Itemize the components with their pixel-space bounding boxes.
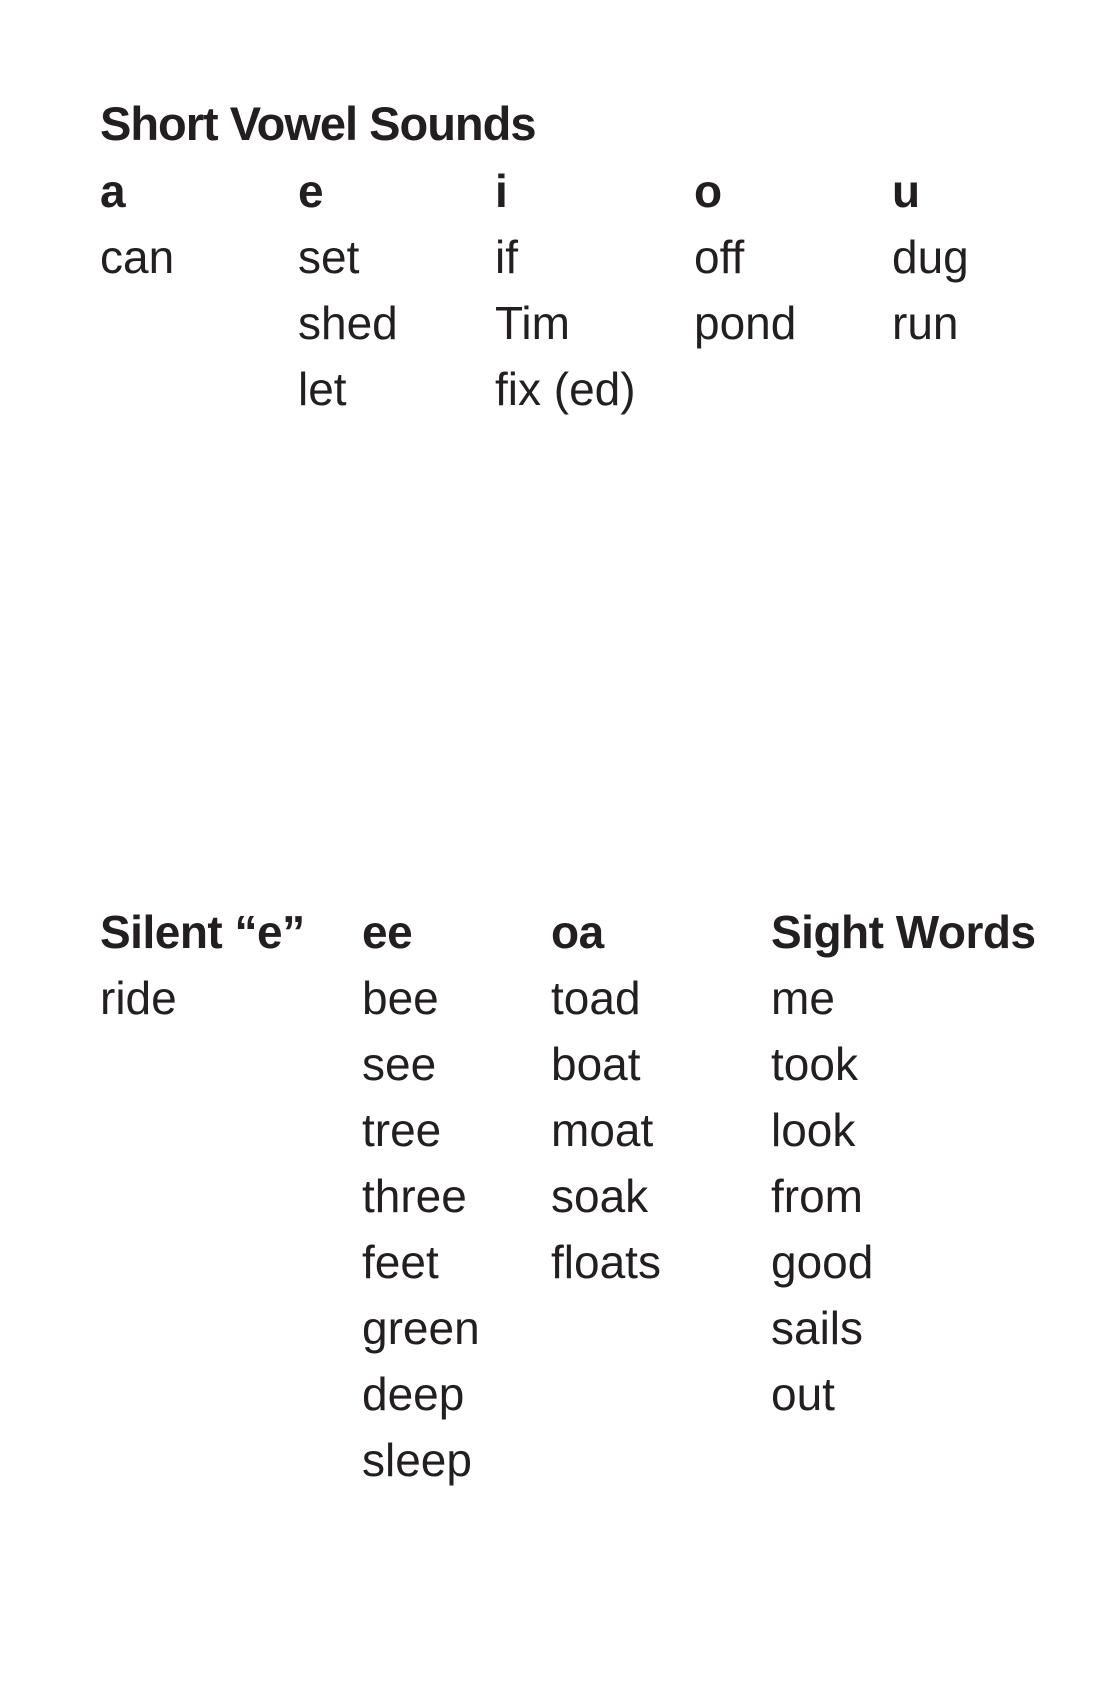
word: set xyxy=(298,231,360,283)
word: floats xyxy=(551,1236,661,1288)
word: shed xyxy=(298,297,398,349)
column-header: i xyxy=(495,165,508,217)
word: can xyxy=(100,231,175,283)
word: fix (ed) xyxy=(495,363,636,415)
word: Tim xyxy=(495,297,570,349)
word: good xyxy=(771,1236,874,1288)
word: if xyxy=(495,231,518,283)
word: run xyxy=(892,297,959,349)
word: boat xyxy=(551,1038,641,1090)
column-header: a xyxy=(100,165,126,217)
word: ride xyxy=(100,972,177,1024)
word: pond xyxy=(694,297,797,349)
word: sleep xyxy=(362,1434,472,1486)
word: toad xyxy=(551,972,641,1024)
column-header: Sight Words xyxy=(771,906,1036,958)
ee-column xyxy=(362,899,480,1493)
word: deep xyxy=(362,1368,465,1420)
sight-words-column xyxy=(771,899,1036,1427)
word: green xyxy=(362,1302,480,1354)
vowel-column-a xyxy=(100,158,174,290)
word: let xyxy=(298,363,347,415)
vowel-column-u xyxy=(892,158,969,356)
word: off xyxy=(694,231,745,283)
word: me xyxy=(771,972,835,1024)
word: took xyxy=(771,1038,858,1090)
column-header: Silent “e” xyxy=(100,906,305,958)
column-header: oa xyxy=(551,906,604,958)
word: dug xyxy=(892,231,969,283)
word: feet xyxy=(362,1236,439,1288)
word: sails xyxy=(771,1302,864,1354)
word: look xyxy=(771,1104,856,1156)
oa-column xyxy=(551,899,661,1295)
word: tree xyxy=(362,1104,442,1156)
silent-e-column xyxy=(100,899,305,1031)
vowel-column-o xyxy=(694,158,796,356)
word: from xyxy=(771,1170,863,1222)
word: three xyxy=(362,1170,467,1222)
word: out xyxy=(771,1368,835,1420)
word: see xyxy=(362,1038,437,1090)
column-header: u xyxy=(892,165,920,217)
column-header: ee xyxy=(362,906,413,958)
column-header: e xyxy=(298,165,324,217)
column-header: o xyxy=(694,165,722,217)
vowel-column-e xyxy=(298,158,398,422)
section-title-short-vowel-sounds: Short Vowel Sounds xyxy=(100,97,536,150)
word: moat xyxy=(551,1104,654,1156)
word: soak xyxy=(551,1170,649,1222)
word: bee xyxy=(362,972,439,1024)
vowel-column-i xyxy=(495,158,636,422)
